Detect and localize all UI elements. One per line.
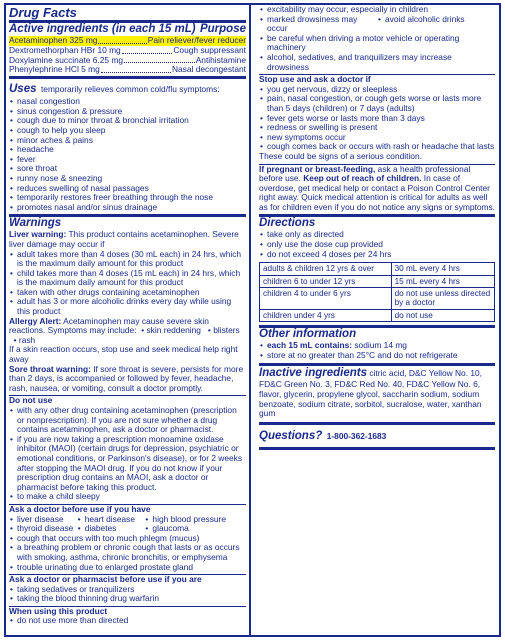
do-not-use-heading: Do not use xyxy=(9,395,53,406)
uses-heading: Uses xyxy=(9,83,37,96)
inactive-ingredients-section xyxy=(259,367,495,418)
uses-section xyxy=(9,79,246,212)
liver-warning-item: • adult has 3 or more alcoholic drinks every day while using this product xyxy=(9,297,246,316)
stop-use-list xyxy=(259,85,495,152)
do-not-use-item: • to make a child sleepy xyxy=(9,492,246,502)
dosage-age-cell: children 4 to under 6 yrs xyxy=(260,288,392,310)
uses-item: • sore throat xyxy=(9,164,246,174)
other-info-item-value: sodium 14 mg xyxy=(354,340,407,351)
ingredient-purpose: Nasal decongestant xyxy=(171,64,246,75)
ask-pharmacist-item: • taking sedatives or tranquilizers xyxy=(9,585,246,595)
purpose-heading: Purpose xyxy=(199,23,246,35)
ask-doctor-item: • trouble urinating due to enlarged prostate gland xyxy=(9,563,246,573)
drug-facts-title: Drug Facts xyxy=(9,5,77,20)
sore-throat-text: If sore throat is severe, persists for more than 2 days, is accompanied or followed by fever, headache, rash, nausea, or vomiting, consult a doctor promptly. xyxy=(9,363,244,393)
do-not-use-list xyxy=(9,406,246,502)
allergy-after: If a skin reaction occurs, stop use and seek medical help right away xyxy=(9,344,238,365)
uses-item: • headache xyxy=(9,145,246,155)
liver-warning-item: • taken with other drugs containing acetaminophen xyxy=(9,288,246,298)
other-info-item: • store at no greater than 25°C and do not refrigerate xyxy=(259,351,495,361)
stop-use-item: • you get nervous, dizzy or sleepless xyxy=(259,85,495,95)
pregnancy-text: ask a health professional before use. xyxy=(259,163,471,184)
warning-item: • be careful when driving a motor vehicle or operating machinery xyxy=(259,34,495,53)
directions-section xyxy=(259,217,495,322)
uses-item: • cough to help you sleep xyxy=(9,126,246,136)
directions-item: • only use the dose cup provided xyxy=(259,240,495,250)
stop-use-after: These could be signs of a serious condition. xyxy=(259,150,422,161)
ask-doctor-item: • a breathing problem or chronic cough that lasts or as occurs with smoking, asthma, chronic bronchitis, or emphysema xyxy=(9,543,246,562)
dosage-age-cell: children under 4 yrs xyxy=(260,309,392,321)
uses-item: • cough due to minor throat & bronchial irritation xyxy=(9,116,246,126)
other-info-heading: Other information xyxy=(259,328,357,341)
stop-use-section xyxy=(259,75,495,161)
keep-out-text: In case of overdose, get medical help or contact a Poison Control Center right away. Quick medical attention is critical for adults as well as for children even if you do not notice any signs or symptoms. xyxy=(259,173,496,212)
do-not-use-item: • with any other drug containing acetaminophen (prescription or nonprescription). If you are not sure whether a drug contains acetaminophen, ask a doctor or pharmacist. xyxy=(9,406,246,435)
allergy-alert: Allergy Alert: Acetaminophen may cause severe skin reactions. Symptoms may include: • skin reddening • blisters • rash If a skin reaction occurs, stop use and seek medical help right away xyxy=(9,315,240,365)
directions-heading: Directions xyxy=(259,217,316,230)
warning-item: • alcohol, sedatives, and tranquilizers may increase drowsiness xyxy=(259,53,495,72)
when-using-section xyxy=(9,607,246,626)
ask-doctor-section xyxy=(9,505,246,572)
directions-list xyxy=(259,230,495,259)
ask-pharmacist-heading: Ask a doctor or pharmacist before use if you are xyxy=(9,574,202,585)
uses-item: • nasal congestion xyxy=(9,97,246,107)
left-column xyxy=(6,5,251,635)
stop-use-item: • new symptoms occur xyxy=(259,133,495,143)
ask-doctor-grid xyxy=(9,515,246,534)
dosage-dose-cell: do not use xyxy=(391,309,494,321)
liver-warning xyxy=(9,230,246,249)
pregnancy-warning xyxy=(259,165,495,213)
ask-doctor-item: • cough that occurs with too much phlegm (mucus) xyxy=(9,534,246,544)
ingredient-purpose: Antihistamine xyxy=(195,54,246,65)
do-not-use-item: • if you are now taking a prescription monoamine oxidase inhibitor (MAOI) (certain drugs for depression, psychiatric or emotional conditions, or Parkinson's disease), or for 2 weeks after stopping the MAOI drug. If you do not know if your prescription drug contains an MAOI, ask a doctor or pharmacist before taking this product. xyxy=(9,435,246,493)
dosage-age-cell: adults & children 12 yrs & over xyxy=(260,263,392,275)
ask-doctor-condition: • liver disease xyxy=(9,515,77,525)
leader-dots xyxy=(98,36,146,44)
ask-doctor-heading: Ask a doctor before use if you have xyxy=(9,503,151,514)
ask-doctor-condition: • thyroid disease xyxy=(9,524,77,534)
stop-use-heading: Stop use and ask a doctor if xyxy=(259,74,371,85)
liver-warning-item: • child takes more than 4 doses (15 mL each) in 24 hrs, which is the maximum daily amount for this product xyxy=(9,269,246,288)
warning-item: • marked drowsiness may occur xyxy=(259,15,377,34)
uses-item: • reduces swelling of nasal passages xyxy=(9,184,246,194)
stop-use-item: • cough comes back or occurs with rash or headache that lasts xyxy=(259,142,495,152)
other-info-list xyxy=(259,341,495,360)
uses-list xyxy=(9,97,246,212)
stop-use-item: • redness or swelling is present xyxy=(259,123,495,133)
uses-item: • temporarily restores freer breathing through the nose xyxy=(9,193,246,203)
active-ingredients-heading: Active ingredients (in each 15 mL) xyxy=(9,23,196,35)
inactive-ingredients-heading: Inactive ingredients xyxy=(259,367,368,380)
dosage-dose-cell: 15 mL every 4 hrs xyxy=(391,275,494,287)
warnings-heading: Warnings xyxy=(9,217,62,230)
right-column xyxy=(253,5,499,635)
uses-item: • promotes nasal and/or sinus drainage xyxy=(9,203,246,213)
dosage-table xyxy=(259,262,495,322)
pregnancy-label: If pregnant or breast-feeding, xyxy=(259,163,376,174)
liver-warning-list xyxy=(9,250,246,317)
other-info-section xyxy=(259,328,495,360)
dosage-dose-cell: 30 mL every 4 hrs xyxy=(391,263,494,275)
allergy-symptom-1: skin reddening xyxy=(146,325,201,336)
allergy-symptom-2: blisters xyxy=(213,325,240,336)
ingredient-name: Acetaminophen 325 mg xyxy=(9,35,98,45)
questions-section xyxy=(259,426,495,444)
dosage-row xyxy=(260,309,495,321)
uses-intro: temporarily relieves common cold/flu symptoms: xyxy=(40,84,220,95)
other-info-item-label: each 15 mL contains: xyxy=(267,340,353,351)
leader-dots xyxy=(101,65,171,73)
dosage-row xyxy=(260,275,495,287)
drug-facts-label xyxy=(4,3,501,637)
ask-pharmacist-item: • taking the blood thinning drug warfarin xyxy=(9,594,246,604)
dosage-row xyxy=(260,263,495,275)
directions-item: • take only as directed xyxy=(259,230,495,240)
allergy-alert-text: Acetaminophen may cause severe skin reactions. Symptoms may include: xyxy=(9,315,209,336)
allergy-alert-label: Allergy Alert: xyxy=(9,315,62,326)
continued-warnings-list-2 xyxy=(259,34,495,72)
ingredients-list xyxy=(9,36,246,75)
ingredient-name: Doxylamine succinate 6.25 mg xyxy=(9,54,124,65)
liver-warning-text: This product contains acetaminophen. Severe liver damage may occur if xyxy=(9,229,239,249)
warning-item: • excitability may occur, especially in children xyxy=(259,5,495,15)
liver-warning-item: • adult takes more than 4 doses (30 mL each) in 24 hrs, which is the maximum daily amount for this product xyxy=(9,250,246,269)
ask-doctor-list xyxy=(9,534,246,572)
ask-doctor-condition: • heart disease xyxy=(77,515,145,525)
ask-pharmacist-section xyxy=(9,575,246,604)
warning-item: • avoid alcoholic drinks xyxy=(377,15,495,34)
questions-heading: Questions? xyxy=(259,429,323,442)
uses-item: • fever xyxy=(9,155,246,165)
dosage-dose-cell: do not use unless directed by a doctor xyxy=(391,288,494,310)
leader-dots xyxy=(124,56,195,64)
leader-dots xyxy=(122,46,173,54)
dosage-row xyxy=(260,288,495,310)
when-using-heading: When using this product xyxy=(9,605,108,616)
ask-doctor-condition: • high blood pressure xyxy=(144,515,246,525)
continued-warnings-pair xyxy=(259,15,495,34)
uses-item: • sinus congestion & pressure xyxy=(9,107,246,117)
when-using-item: • do not use more than directed xyxy=(9,616,246,626)
liver-warning-label: Liver warning: xyxy=(9,229,67,240)
keep-out-label: Keep out of reach of children. xyxy=(303,173,422,184)
ingredient-name: Phenylephrine HCl 5 mg xyxy=(9,64,100,75)
ask-doctor-condition: • glaucoma xyxy=(144,524,246,534)
ingredient-purpose: Cough suppressant xyxy=(173,44,246,55)
uses-item: • runny nose & sneezing xyxy=(9,174,246,184)
ask-pharmacist-list xyxy=(9,585,246,604)
stop-use-item: • pain, nasal congestion, or cough gets worse or lasts more than 5 days (children) or 7 days (adults) xyxy=(259,94,495,113)
uses-item: • minor aches & pains xyxy=(9,136,246,146)
when-using-list xyxy=(9,616,246,626)
inactive-ingredients-text: citric acid, D&C Yellow No. 10, FD&C Green No. 3, FD&C Red No. 40, FD&C Yellow No. 6, flavor, glycerin, propylene glycol, saccharin sodium, sodium benzoate, sodium citrate, sorbitol, sucralose, water, xanthan gum xyxy=(259,368,482,419)
ingredient-row xyxy=(9,65,246,75)
dosage-age-cell: children 6 to under 12 yrs xyxy=(260,275,392,287)
ingredient-purpose: Pain reliever/fever reducer xyxy=(147,35,246,45)
warnings-section xyxy=(9,217,246,393)
allergy-symptom-3: rash xyxy=(18,334,36,345)
ingredient-name: Dextromethorphan HBr 10 mg xyxy=(9,44,121,55)
ask-doctor-condition: • diabetes xyxy=(77,524,145,534)
sore-throat-label: Sore throat warning: xyxy=(9,363,91,374)
questions-phone: 1-800-362-1683 xyxy=(326,430,387,441)
do-not-use-section xyxy=(9,396,246,502)
stop-use-item: • fever gets worse or lasts more than 3 days xyxy=(259,114,495,124)
sore-throat-warning xyxy=(9,365,246,394)
directions-item: • do not exceed 4 doses per 24 hrs xyxy=(259,250,495,260)
